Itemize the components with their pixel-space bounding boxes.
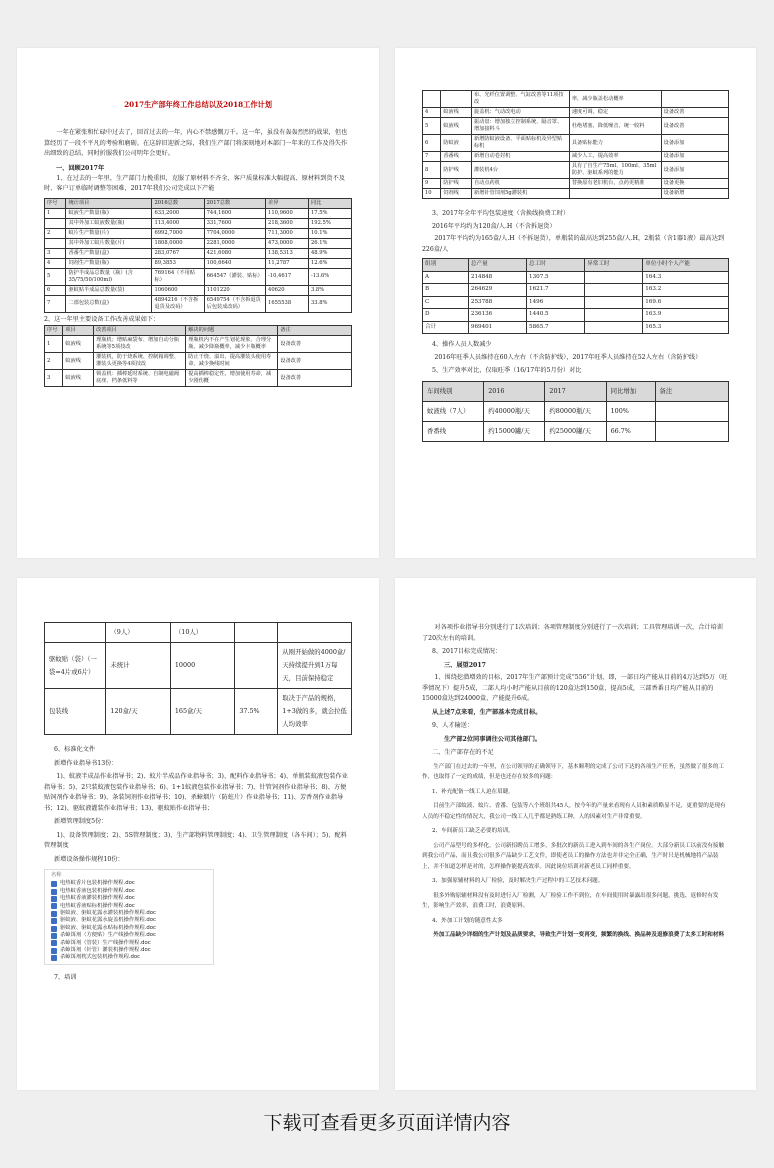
section-heading: 8、2017目标完成情况： bbox=[432, 648, 502, 655]
word-document-icon bbox=[51, 955, 57, 961]
table-cell: 具备贴标能力 bbox=[569, 135, 661, 152]
table-header-cell: 序号 bbox=[45, 326, 63, 336]
section-heading: 一、回顾2017年 bbox=[56, 164, 105, 172]
table-cell: 驱蚊贴（袋）（一袋=4片或6片） bbox=[45, 643, 106, 689]
file-item[interactable] bbox=[51, 940, 207, 947]
word-document-icon bbox=[51, 918, 57, 924]
table-cell: 1101220 bbox=[204, 285, 265, 295]
document-page-1 bbox=[17, 48, 379, 558]
table-row bbox=[45, 643, 352, 689]
word-document-icon bbox=[51, 896, 57, 902]
table-cell: 6 bbox=[423, 135, 441, 152]
table-cell: 1 bbox=[45, 336, 63, 353]
table-cell: 约40000瓶/天 bbox=[484, 401, 545, 421]
table-cell: 2281,0000 bbox=[204, 238, 265, 248]
section-heading: 三、展望2017 bbox=[444, 661, 486, 669]
table-cell: 33.8% bbox=[308, 295, 351, 312]
table-header-cell: 车间线别 bbox=[423, 381, 484, 401]
paragraph: 新增设备操作规程10份： bbox=[54, 855, 124, 863]
table-cell: 灌装机4台 bbox=[471, 162, 569, 179]
table-cell: 设备添加 bbox=[661, 162, 728, 179]
paragraph: 目前生产部蚊液、蚊片、香番、包装等八个班组共45人，按今年的产量来看现有人员和素质略显不足，更重要的是现有人员的不稳定性的情况大，我公司一线工人几乎都是熟练工种，人的因素对生产非常重要。 bbox=[422, 803, 726, 820]
table-header-cell: 单位小时个人产能 bbox=[643, 259, 729, 272]
paragraph: 1、补充配备一线工人迫在眉睫。 bbox=[432, 788, 514, 795]
table-row bbox=[45, 689, 352, 735]
table-header-cell: 解决的问题 bbox=[186, 326, 278, 336]
table-cell: 5865.7 bbox=[527, 321, 585, 334]
table-cell: 新增针管饲剂5g灌装机 bbox=[471, 189, 569, 199]
section-heading: 3、2017年全年平均包装速度（含换线换费工时） bbox=[432, 210, 570, 217]
table-row bbox=[45, 285, 352, 295]
table-cell: 1808,0000 bbox=[152, 238, 204, 248]
file-name: 杀蟑饵剂（方便贴）生产线操作规程.doc bbox=[60, 932, 156, 939]
table-header-cell: 序号 bbox=[45, 198, 66, 208]
table-cell: 蚊液生产数量(瓶) bbox=[66, 208, 152, 218]
table-cell: 合计 bbox=[423, 321, 469, 334]
table-cell: 饲剂线 bbox=[441, 189, 472, 199]
table-cell bbox=[655, 421, 728, 441]
table-cell: 40620 bbox=[266, 285, 309, 295]
paragraph: 2016年平均约为120盒/人.H（不含拆退货） bbox=[432, 222, 556, 230]
table-cell: （10人） bbox=[170, 623, 234, 643]
table-cell: 3 bbox=[45, 248, 66, 258]
table-cell bbox=[45, 218, 66, 228]
table-cell: 8 bbox=[423, 162, 441, 179]
table-cell: 1060600 bbox=[152, 285, 204, 295]
table-header-cell: 组别 bbox=[423, 259, 469, 272]
table-header-row bbox=[423, 259, 729, 272]
table-cell: 蚊液线 bbox=[63, 370, 94, 387]
table-cell: C bbox=[423, 296, 469, 309]
table-cell: 理瓶机内不在产生划花现象、合理分瓶、减少降瓶概率，减少卡瓶概率 bbox=[186, 336, 278, 353]
table-cell: 769164（不用贴标） bbox=[152, 268, 204, 285]
table-cell: 17.5% bbox=[308, 208, 351, 218]
table-cell bbox=[569, 189, 661, 199]
paragraph: 很多外购原辅材料没有及时进行入厂检测，入厂检验工作不到位，在车间使用时暴露出很多问题，挑选、返修时有发生，影响生产效率，浪费工时，浪费原料。 bbox=[422, 892, 719, 909]
table-cell: 9 bbox=[423, 179, 441, 189]
table-cell bbox=[661, 91, 728, 108]
table-row bbox=[45, 238, 352, 248]
table-cell: 提高插棒稳定性，增加使用寿命，减少剧伤概 bbox=[186, 370, 278, 387]
table-header-cell: 同比 bbox=[308, 198, 351, 208]
table-cell: 防护半成品总数量（瓶）(含35/75/50/100ml) bbox=[66, 268, 152, 285]
table-row bbox=[45, 623, 352, 643]
paragraph: 4、外加工计划的随意性太多 bbox=[432, 917, 503, 924]
paragraph: 新增作业指导书13份： bbox=[54, 759, 118, 767]
paragraph: 2、车间新员工缺乏必要的培训。 bbox=[432, 828, 514, 834]
table-cell: 7704,0000 bbox=[204, 228, 265, 238]
table-cell: 振动盘：增加独立控制系统、隔音罩、增加接料斗 bbox=[471, 118, 569, 135]
table-row bbox=[45, 295, 352, 312]
table-cell bbox=[45, 238, 66, 248]
table-cell: 从刚开始做的4000盒/天持续提升到1万每天，目前保持稳定 bbox=[278, 643, 352, 689]
file-item[interactable] bbox=[51, 895, 207, 902]
file-name: 电热蚊香片包装机操作规程.doc bbox=[60, 880, 135, 887]
table-cell: 264629 bbox=[468, 284, 526, 297]
table-cell bbox=[278, 623, 352, 643]
table-header-cell: 2017总数 bbox=[204, 198, 265, 208]
table-row bbox=[423, 118, 729, 135]
improvement-table-cont bbox=[422, 90, 729, 199]
table-cell: 163.9 bbox=[643, 309, 729, 322]
table-cell: 香番线 bbox=[441, 152, 472, 162]
table-cell: 113,4000 bbox=[152, 218, 204, 228]
word-document-icon bbox=[51, 889, 57, 895]
paragraph: 1、围绕挖潜增效的目标，2017年生产部预计完成“556”计划，即，一部日均产能从目前的4万达到5万（旺季情况下）提升5成，二部人均小时产能从目前的120盒达到150盒，提高5成，三部香番日均产能从目前的15000盒达到24000盒，产能提升6成。 bbox=[422, 674, 728, 702]
table-cell: 替换原有老旧机台，点药更精准 bbox=[569, 179, 661, 189]
table-cell: 二部包装总数(盒) bbox=[66, 295, 152, 312]
word-document-icon bbox=[51, 933, 57, 939]
table-cell: 减少人工，提高效率 bbox=[569, 152, 661, 162]
table-cell: 5 bbox=[45, 268, 66, 285]
paragraph: 1、在过去的一年里，生产部门力挽重担，克服了原材料不齐全、客户质量标准大幅提高、原材料到货不及时、客户订单临时调整等困难，2017年我们公司完成以下产能 bbox=[44, 174, 345, 192]
table-cell: -10,4617 bbox=[266, 268, 309, 285]
table-cell: 设备改善 bbox=[661, 108, 728, 118]
table-cell: B bbox=[423, 284, 469, 297]
table-cell: 设备更换 bbox=[661, 179, 728, 189]
table-cell: 164.3 bbox=[643, 271, 729, 284]
table-header-row bbox=[45, 198, 352, 208]
table-row bbox=[423, 421, 729, 441]
word-document-icon bbox=[51, 881, 57, 887]
table-row bbox=[45, 370, 352, 387]
table-cell: 711,3000 bbox=[266, 228, 309, 238]
table-cell: 设备新增 bbox=[661, 189, 728, 199]
paragraph: 2016年旺季人员维持在60人左右（不含防护线），2017年旺季人员维持在52人左右（含防护线） bbox=[434, 353, 702, 361]
table-cell: 1621.7 bbox=[527, 284, 585, 297]
table-cell: 包装线 bbox=[45, 689, 106, 735]
table-cell: 2 bbox=[45, 353, 63, 370]
document-page-3 bbox=[17, 578, 379, 1090]
paragraph: 2、这一年里主要设备工作改善成果如下： bbox=[44, 315, 160, 323]
file-list bbox=[44, 869, 214, 965]
table-cell: 48.9% bbox=[308, 248, 351, 258]
table-cell: 4894216（不含拆退货及改码） bbox=[152, 295, 204, 312]
table-row bbox=[423, 189, 729, 199]
table-cell: 蚊液线 bbox=[63, 336, 94, 353]
word-document-icon bbox=[51, 948, 57, 954]
file-name: 驱蚊液、驱蚊花露水旋盖机操作规程.doc bbox=[60, 917, 156, 924]
table-cell: 具有了自生产75ml、100ml、35ml防护、驱蚊系列的能力 bbox=[569, 162, 661, 179]
table-cell: 驱蚊贴半成品总数量(袋) bbox=[66, 285, 152, 295]
table-cell: 10.1% bbox=[308, 228, 351, 238]
table-cell bbox=[235, 623, 278, 643]
paragraph: 3、加强原辅材料的入厂检验，及时解决生产过程中的工艺技术问题。 bbox=[432, 878, 604, 884]
table-header-cell: 2017 bbox=[545, 381, 606, 401]
table-header-cell: 备注 bbox=[655, 381, 728, 401]
table-header-row bbox=[45, 326, 352, 336]
table-header-cell: 异常工时 bbox=[585, 259, 643, 272]
table-cell: 6 bbox=[45, 285, 66, 295]
table-cell: 1496 bbox=[527, 296, 585, 309]
section-heading: 5、生产效率对比，仅取旺季（16/17年的5月份）对比 bbox=[432, 367, 582, 374]
table-header-cell: 改善项目 bbox=[94, 326, 186, 336]
table-cell: -13.6% bbox=[308, 268, 351, 285]
table-cell: 3.8% bbox=[308, 285, 351, 295]
speed-table bbox=[422, 258, 729, 334]
word-document-icon bbox=[51, 940, 57, 946]
document-page-4 bbox=[395, 578, 756, 1090]
table-cell: 7 bbox=[423, 152, 441, 162]
table-cell: 新增自动卷封机 bbox=[471, 152, 569, 162]
table-header-cell: 统计项目 bbox=[66, 198, 152, 208]
table-cell: 设备添加 bbox=[661, 135, 728, 152]
section-heading: 二、生产部存在的不足 bbox=[432, 749, 494, 756]
table-cell: 约25000罐/天 bbox=[545, 421, 606, 441]
table-cell: 89,3853 bbox=[152, 258, 204, 268]
table-cell bbox=[655, 401, 728, 421]
table-cell: 蚊液线 bbox=[441, 118, 472, 135]
table-cell: 其中外加工蚊片数量(片) bbox=[66, 238, 152, 248]
table-header-cell: 2016总数 bbox=[152, 198, 204, 208]
table-cell: 4 bbox=[45, 258, 66, 268]
file-name: 驱蚊液、驱蚊花露水灌装机操作规程.doc bbox=[60, 910, 156, 917]
table-cell: 473,0000 bbox=[266, 238, 309, 248]
table-cell: 未统计 bbox=[106, 643, 170, 689]
table-row bbox=[45, 268, 352, 285]
table-cell: 饲剂生产数量(瓶) bbox=[66, 258, 152, 268]
table-cell: 1307.5 bbox=[527, 271, 585, 284]
table-row bbox=[423, 271, 729, 284]
table-cell: 理瓶机；增贴麻袋布、增加自动分瓶系统等5项技改 bbox=[94, 336, 186, 353]
table-cell: 防护线 bbox=[441, 179, 472, 189]
table-cell: 192.5% bbox=[308, 218, 351, 228]
paragraph: 1)、蚊液半成品作业指导书；2)、蚊片半成品作业指导书；3)、配料作业指导书；4)、单瓶装蚊液包装作业指导书；5)、2只装蚊液包装作业指导书；6)、1+1蚊液包装作业指导书；7)、针管饲剂作业指导书；8)、方便贴饲剂作业指导书；9)、条装饲剂作业指导书；10)、杀蟑烟片（防蛀片）作业指导书；11)、芳香剂作业指导书；12)、驱蚊液灌装作业指导书；13)、驱蚊贴作业指导书； bbox=[44, 773, 348, 812]
table-cell: 1 bbox=[45, 208, 66, 218]
table-cell bbox=[235, 643, 278, 689]
table-cell: 锁盖机：插棒延时系统、自制电磁阀底座、档条低料等 bbox=[94, 370, 186, 387]
table-cell: 5 bbox=[423, 118, 441, 135]
file-list-header: 名称 bbox=[51, 872, 62, 878]
table-cell: 969401 bbox=[468, 321, 526, 334]
table-row bbox=[423, 162, 729, 179]
table-cell bbox=[585, 309, 643, 322]
table-cell: 4 bbox=[423, 108, 441, 118]
table-cell: 3 bbox=[45, 370, 63, 387]
table-cell bbox=[45, 623, 106, 643]
table-cell: 331,7600 bbox=[204, 218, 265, 228]
table-row bbox=[45, 336, 352, 353]
table-cell: 灌装机，防于烧系统、控制箱调整、灌装头更换等4项技改 bbox=[94, 353, 186, 370]
table-cell: 165.3 bbox=[643, 321, 729, 334]
table-cell: 香番生产数量(盒) bbox=[66, 248, 152, 258]
table-cell: 26.1% bbox=[308, 238, 351, 248]
table-cell: 香番线 bbox=[423, 421, 484, 441]
table-cell bbox=[441, 91, 472, 108]
table-cell: 253788 bbox=[468, 296, 526, 309]
table-cell: 10000 bbox=[170, 643, 234, 689]
file-name: 驱蚊液、驱蚊花露水贴标机操作规程.doc bbox=[60, 924, 156, 931]
file-name: 杀蟑饵剂（针管）灌装机操作规程.doc bbox=[60, 947, 151, 954]
section-heading: 6、标准化文件 bbox=[54, 746, 96, 753]
table-row bbox=[423, 108, 729, 118]
section-heading: 9、人才输送： bbox=[432, 722, 474, 729]
table-cell bbox=[585, 284, 643, 297]
efficiency-table bbox=[422, 381, 729, 442]
table-cell: 设备改善 bbox=[661, 118, 728, 135]
capacity-table bbox=[44, 198, 352, 313]
table-cell: 防护线 bbox=[441, 162, 472, 179]
table-cell: 11,2787 bbox=[266, 258, 309, 268]
table-cell: 218,3600 bbox=[266, 218, 309, 228]
download-more-prompt[interactable]: 下载可查看更多页面详情内容 bbox=[263, 1112, 511, 1134]
table-cell: 169.6 bbox=[643, 296, 729, 309]
file-name: 杀蟑饵剂（管装）生产线操作规程.doc bbox=[60, 939, 151, 946]
table-cell: 蚊液线 bbox=[441, 108, 472, 118]
table-cell: 1440.5 bbox=[527, 309, 585, 322]
intro-paragraph: 一年在紧张和忙碌中过去了，回首过去的一年，内心不禁感慨万千。这一年，虽没有轰轰烈烈的战果，但也算经历了一段不平凡的考验和磨砺。在这辞旧迎新之际，我们生产部门将深刻地对本部门一年来的工作及得失作出细致的总结，同时折服我们公司明年会更好。 bbox=[44, 129, 348, 157]
table-cell: 2 bbox=[45, 228, 66, 238]
table-row bbox=[423, 401, 729, 421]
table-cell: 6549754（不含拆退货后包装成改码） bbox=[204, 295, 265, 312]
document-page-2 bbox=[395, 48, 756, 558]
word-document-icon bbox=[51, 911, 57, 917]
file-item[interactable] bbox=[51, 932, 207, 939]
table-cell: 165盒/天 bbox=[170, 689, 234, 735]
word-document-icon bbox=[51, 903, 57, 909]
table-cell: 蚊液线（7人） bbox=[423, 401, 484, 421]
table-cell: 蚊液线 bbox=[63, 353, 94, 370]
table-row bbox=[423, 309, 729, 322]
file-item[interactable] bbox=[51, 903, 207, 910]
table-header-cell: 备注 bbox=[278, 326, 352, 336]
paragraph: 生产部2位同事调往公司其他部门。 bbox=[444, 735, 542, 743]
table-cell bbox=[585, 296, 643, 309]
table-cell: 设备改善 bbox=[278, 353, 352, 370]
table-row bbox=[423, 284, 729, 297]
table-cell: 163.2 bbox=[643, 284, 729, 297]
table-cell: 421,6080 bbox=[204, 248, 265, 258]
table-cell: （9人） bbox=[106, 623, 170, 643]
section-heading: 4、操作人员人数减少 bbox=[432, 341, 492, 348]
table-cell: D bbox=[423, 309, 469, 322]
file-item[interactable] bbox=[51, 954, 207, 961]
table-row bbox=[423, 91, 729, 108]
file-name: 电热蚊香液灌装机操作规程.doc bbox=[60, 895, 135, 902]
table-cell: 蚊片生产数量(片) bbox=[66, 228, 152, 238]
table-cell: 214848 bbox=[468, 271, 526, 284]
table-row bbox=[423, 135, 729, 152]
table-cell: 其中外加工蚊液数量(瓶) bbox=[66, 218, 152, 228]
paragraph: 生产部门在过去的一年里，在公司领导的正确领导下，基本顺利的完成了公司下达的各项生产任务，虽然做了很多的工作，也取得了一定的成绩，但是也还存在较多的问题： bbox=[422, 763, 725, 780]
table-cell: 100% bbox=[606, 401, 655, 421]
table-cell: A bbox=[423, 271, 469, 284]
table-header-cell: 项目 bbox=[63, 326, 94, 336]
paragraph: 从上述7点来看，生产部基本完成目标。 bbox=[432, 708, 542, 716]
table-cell: 7 bbox=[45, 295, 66, 312]
table-row bbox=[423, 296, 729, 309]
table-cell: 6992,7000 bbox=[152, 228, 204, 238]
table-row bbox=[45, 248, 352, 258]
file-name: 电热蚊香液包装机操作规程.doc bbox=[60, 887, 135, 894]
table-row bbox=[423, 179, 729, 189]
table-cell: 10 bbox=[423, 189, 441, 199]
table-cell: 设备添加 bbox=[661, 152, 728, 162]
table-cell bbox=[585, 271, 643, 284]
table-cell: 设备改善 bbox=[278, 336, 352, 353]
table-cell: 布、光纤位置调整、气缸改善等11项技改 bbox=[471, 91, 569, 108]
table-cell: 设备改善 bbox=[278, 370, 352, 387]
table-row bbox=[45, 353, 352, 370]
paragraph: 外加工品缺少详细的生产计划及品质要求，导致生产计划一变再变，频繁的换线、换品种及返修浪费了太多工时和材料 bbox=[433, 932, 725, 938]
table-cell: 率，减少瓶盖松动概率 bbox=[569, 91, 661, 108]
table-cell: 66.7% bbox=[606, 421, 655, 441]
file-item[interactable] bbox=[51, 917, 207, 924]
table-cell: 633,2000 bbox=[152, 208, 204, 218]
paragraph: 对各项作业指导书分别进行了1次培训；各项管理制度分别进行了一次培训；工具管理培训一次，合计培训了20次左右的培训。 bbox=[422, 624, 723, 642]
file-name: 杀蟑饵剂枕式包装机操作规程.doc bbox=[60, 954, 141, 961]
table-cell: 防蚊液 bbox=[441, 135, 472, 152]
paragraph: 公司产品型号的多样化，公司新招聘员工增多，多批次的新员工进入到车间的各生产岗位。大部分新员工以前没有接触到我公司产品，而且我公司很多产品缺少工艺文件，即使老员工的操作方法也并非完全正确，生产时只是机械地将产品装上，并不知道怎样是对的，怎样操作能提高效率。因此岗位培训对新老员工同样重要。 bbox=[422, 842, 725, 870]
table-header-cell: 差异 bbox=[266, 198, 309, 208]
improvement-table bbox=[44, 325, 352, 387]
table-header-row bbox=[423, 381, 729, 401]
document-title: 2017生产部年终工作总结以及2018工作计划 bbox=[124, 100, 272, 109]
table-row bbox=[45, 228, 352, 238]
table-row bbox=[45, 218, 352, 228]
section-heading: 7、培训 bbox=[54, 973, 77, 981]
table-cell: 110,9600 bbox=[266, 208, 309, 218]
paragraph: 新增管理制度5份： bbox=[54, 818, 108, 825]
table-cell: 速度可调，稳定 bbox=[569, 108, 661, 118]
table-cell: 取决于产品的规格，1+3做的多，就会拉低人均效率 bbox=[278, 689, 352, 735]
table-cell: 1655538 bbox=[266, 295, 309, 312]
efficiency-table-cont bbox=[44, 622, 352, 735]
table-cell: 100,6640 bbox=[204, 258, 265, 268]
file-item[interactable] bbox=[51, 880, 207, 887]
table-row bbox=[423, 152, 729, 162]
table-cell: 旋盖机：气动改电动 bbox=[471, 108, 569, 118]
table-header-cell: 2016 bbox=[484, 381, 545, 401]
table-row bbox=[423, 321, 729, 334]
table-row bbox=[45, 258, 352, 268]
table-cell: 744,1600 bbox=[204, 208, 265, 218]
table-cell: 37.5% bbox=[235, 689, 278, 735]
table-header-cell: 总产量 bbox=[468, 259, 526, 272]
table-cell: 约15000罐/天 bbox=[484, 421, 545, 441]
table-cell bbox=[585, 321, 643, 334]
table-cell bbox=[423, 91, 441, 108]
table-cell: 防止干烧、溢出，提高灌装头使用寿命，减少换线时间 bbox=[186, 353, 278, 370]
file-name: 电热蚊香液贴标机操作规程.doc bbox=[60, 902, 135, 909]
table-row bbox=[45, 208, 352, 218]
table-header-cell: 同比增加 bbox=[606, 381, 655, 401]
table-cell: 约80000瓶/天 bbox=[545, 401, 606, 421]
table-cell: 自动点药机 bbox=[471, 179, 569, 189]
table-header-cell: 总工时 bbox=[527, 259, 585, 272]
paragraph: 2017年平均约为165盒/人.H（不拆退货），单瓶装的最高达到255盒/人.H，2瓶装（含1器1液）最高达到226盒/人 bbox=[422, 235, 725, 253]
table-cell: 664547（灌装、贴标） bbox=[204, 268, 265, 285]
table-cell: 120盒/天 bbox=[106, 689, 170, 735]
table-cell: 236136 bbox=[468, 309, 526, 322]
table-cell: 杜绝堵塞，降低噪音，统一收料 bbox=[569, 118, 661, 135]
table-cell: 12.6% bbox=[308, 258, 351, 268]
table-cell: 138,5313 bbox=[266, 248, 309, 258]
table-cell: 283,0767 bbox=[152, 248, 204, 258]
word-document-icon bbox=[51, 926, 57, 932]
table-cell: 新增防蚊液设备、平面贴标机及异型贴标机 bbox=[471, 135, 569, 152]
paragraph: 1)、设备管理制度；2)、5S管理制度；3)、生产部物料管理制度；4)、卫生管理制度（各车间）；5)、配料管理制度 bbox=[44, 831, 347, 849]
